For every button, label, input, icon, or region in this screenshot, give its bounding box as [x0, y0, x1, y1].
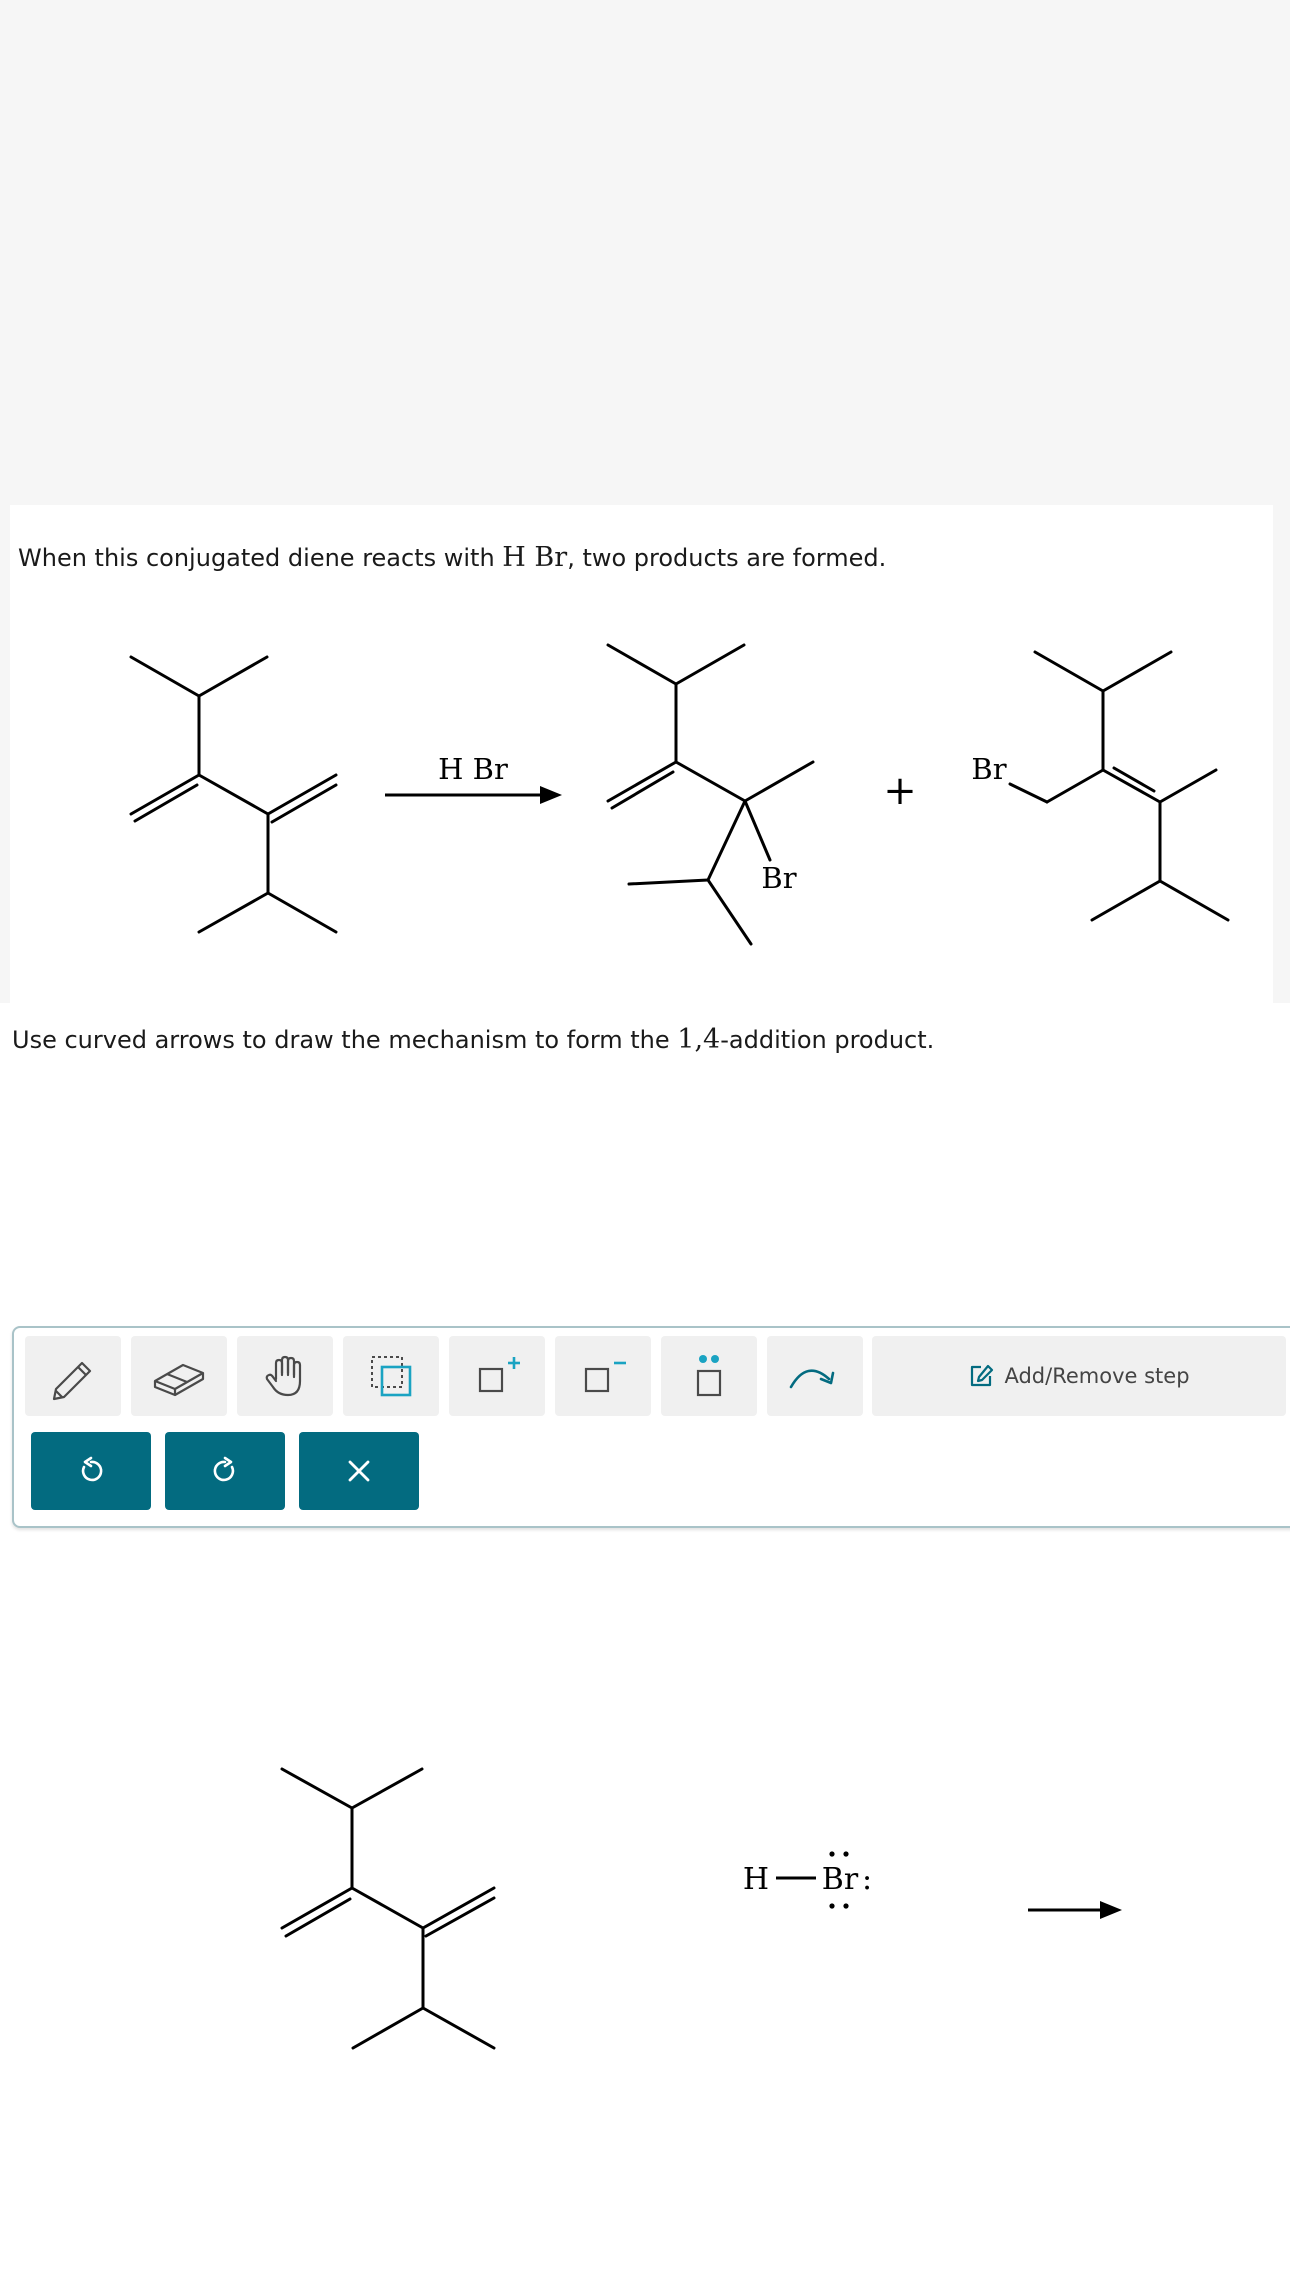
add-charge-icon — [470, 1349, 524, 1403]
remove-charge-icon — [576, 1349, 630, 1403]
select-box-icon — [364, 1349, 418, 1403]
reagent-bromine-label: Br — [821, 1862, 859, 1897]
lone-pair-tool-button[interactable] — [661, 1336, 757, 1416]
add-remove-step-button[interactable] — [872, 1336, 1286, 1416]
lone-pair-dot — [843, 1851, 848, 1856]
reaction-arrow-head — [540, 786, 562, 804]
pencil-icon — [46, 1349, 100, 1403]
positive-charge-tool-button[interactable] — [449, 1336, 545, 1416]
question-text-after: , two products are formed. — [567, 544, 887, 572]
eraser-icon — [149, 1349, 209, 1403]
eraser-tool-button[interactable] — [131, 1336, 227, 1416]
pencil-tool-button[interactable] — [25, 1336, 121, 1416]
redo-icon — [210, 1456, 240, 1486]
product2-bromine-label: Br — [971, 752, 1007, 786]
close-icon — [344, 1456, 374, 1486]
undo-icon — [76, 1456, 106, 1486]
reactant-diene — [131, 657, 336, 932]
curved-arrow-tool-button[interactable] — [767, 1336, 863, 1416]
add-remove-step-label: Add/Remove step — [1004, 1364, 1190, 1388]
drawing-toolbar — [12, 1326, 1290, 1528]
product1-bromine-label: Br — [761, 861, 797, 895]
negative-charge-tool-button[interactable] — [555, 1336, 651, 1416]
canvas-diene — [282, 1769, 494, 2048]
product-1-2-addition — [608, 645, 813, 944]
edit-icon — [968, 1363, 994, 1389]
undo-button[interactable] — [31, 1432, 151, 1510]
header-blank-area — [0, 0, 1290, 505]
arrow-reagent-label: H Br — [438, 752, 508, 786]
hand-tool-button[interactable] — [237, 1336, 333, 1416]
reaction-scheme — [0, 600, 1290, 960]
product-1-4-addition — [1010, 652, 1228, 920]
canvas-reaction-arrow-head — [1100, 1901, 1122, 1919]
instruction-text-before: Use curved arrows to draw the mechanism to form the — [12, 1026, 678, 1054]
instruction-text-after: -addition product. — [720, 1026, 935, 1054]
lone-pair-icon — [682, 1349, 736, 1403]
reagent-bond-label: — — [795, 1699, 797, 1701]
question-reagent: H Br — [502, 542, 568, 573]
lone-pair-colon: : — [861, 1862, 873, 1897]
reagent-hydrogen-label: H — [742, 1862, 770, 1897]
curved-arrow-icon — [785, 1349, 845, 1403]
lone-pair-dot — [829, 1851, 834, 1856]
canvas-hbr-reagent[interactable] — [743, 1699, 872, 1909]
question-text-before: When this conjugated diene reacts with — [18, 544, 503, 572]
lone-pair-dot — [829, 1903, 834, 1908]
drawing-canvas[interactable] — [0, 1540, 1290, 2293]
select-tool-button[interactable] — [343, 1336, 439, 1416]
instruction-math: 1,4 — [677, 1024, 721, 1055]
clear-button[interactable] — [299, 1432, 419, 1510]
question-text — [18, 540, 886, 576]
plus-sign: + — [883, 768, 917, 814]
instruction-text — [12, 1022, 934, 1058]
redo-button[interactable] — [165, 1432, 285, 1510]
lone-pair-dot — [843, 1903, 848, 1908]
hand-icon — [258, 1349, 312, 1403]
